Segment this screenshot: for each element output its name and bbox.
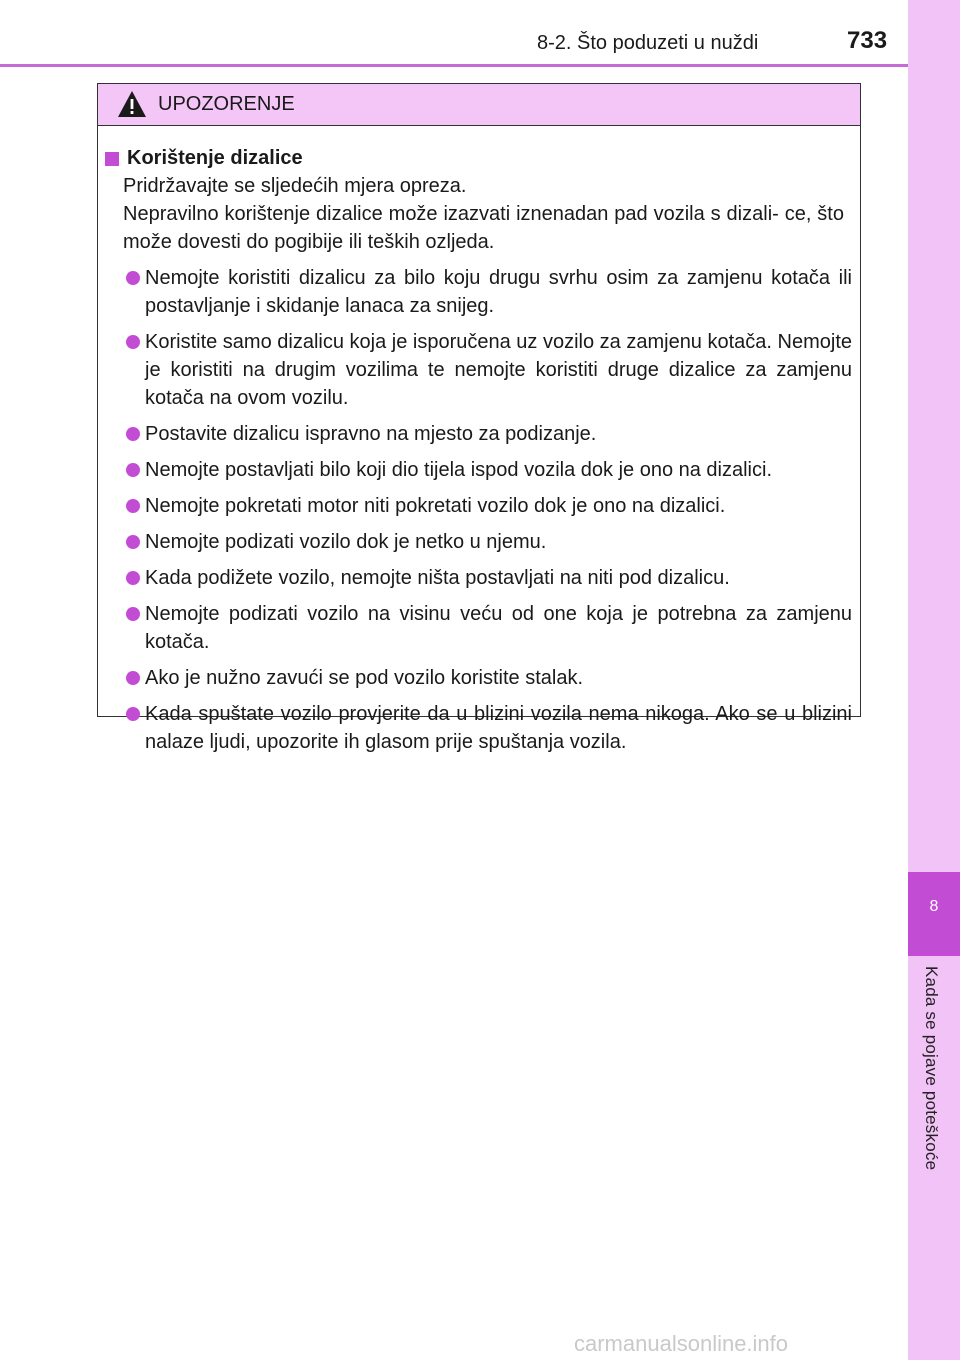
- list-item: [98, 492, 860, 520]
- list-item-text: Koristite samo dizalicu koja je isporučena uz vozilo za zamjenu kotača. Nemojte je koristiti na drugim vozilima te nemojte koristiti druge dizalice za zamjenu kotača na ovom vozilu.: [145, 331, 853, 409]
- warning-section-heading: [100, 144, 860, 172]
- bullet-dot-icon: [126, 571, 140, 585]
- list-item: [98, 528, 860, 556]
- list-item: [98, 564, 860, 592]
- list-item-text: Nemojte podizati vozilo na visinu veću od one koja je potrebna za zamjenu kotača.: [145, 603, 852, 653]
- bullet-dot-icon: [126, 427, 140, 441]
- bullet-dot-icon: [126, 535, 140, 549]
- list-item: [98, 456, 860, 484]
- list-item-text: Nemojte koristiti dizalicu za bilo koju drugu svrhu osim za zamjenu kotača ili postavljanje i skidanje lanaca za snijeg.: [145, 267, 852, 317]
- warning-section-title: Korištenje dizalice: [127, 147, 303, 169]
- warning-header: [98, 84, 860, 126]
- warning-box: [97, 83, 861, 753]
- list-item: [98, 664, 860, 692]
- chapter-label: Kada se pojave poteškoće: [922, 966, 941, 1171]
- list-item: [98, 700, 860, 756]
- header-rule: [0, 64, 908, 67]
- warning-intro: [98, 172, 860, 256]
- bullet-dot-icon: [126, 271, 140, 285]
- list-item-text: Ako je nužno zavući se pod vozilo koristite stalak.: [145, 667, 583, 689]
- intro-line: Pridržavajte se sljedećih mjera opreza.: [123, 175, 467, 197]
- watermark-link[interactable]: carmanualsonline.info: [574, 1331, 789, 1356]
- list-item-text: Kada podižete vozilo, nemojte ništa postavljati na niti pod dizalicu.: [145, 567, 730, 589]
- list-item-text: Kada spuštate vozilo provjerite da u blizini vozila nema nikoga. Ako se u blizini nalaze ljudi, upozorite ih glasom prije spuštanja vozila.: [145, 703, 852, 753]
- list-item: [98, 264, 860, 320]
- section-title: 8-2. Što poduzeti u nuždi: [537, 32, 759, 54]
- chapter-number: 8: [929, 898, 939, 915]
- list-item-text: Nemojte podizati vozilo dok je netko u njemu.: [145, 531, 547, 553]
- warning-triangle-icon: [117, 90, 147, 118]
- bullet-dot-icon: [126, 499, 140, 513]
- bullet-dot-icon: [126, 607, 140, 621]
- bullet-dot-icon: [126, 707, 140, 721]
- bullet-dot-icon: [126, 671, 140, 685]
- list-item: [98, 600, 860, 656]
- list-item-text: Nemojte postavljati bilo koji dio tijela ispod vozila dok je ono na dizalici.: [145, 459, 773, 481]
- warning-title: UPOZORENJE: [158, 93, 295, 115]
- list-item-text: Nemojte pokretati motor niti pokretati vozilo dok je ono na dizalici.: [145, 495, 726, 517]
- list-item-text: Postavite dizalicu ispravno na mjesto za podizanje.: [145, 423, 597, 445]
- list-item: [98, 420, 860, 448]
- intro-line: Nepravilno korištenje dizalice može izazvati iznenadan pad vozila s dizali- ce, što može dovesti do pogibije ili teških ozljeda.: [123, 203, 844, 253]
- warning-body: [98, 144, 860, 756]
- warning-list: [98, 264, 860, 756]
- bullet-dot-icon: [126, 463, 140, 477]
- list-item: [98, 328, 860, 412]
- page-number: 733: [847, 27, 888, 54]
- square-bullet-icon: [105, 152, 119, 166]
- bullet-dot-icon: [126, 335, 140, 349]
